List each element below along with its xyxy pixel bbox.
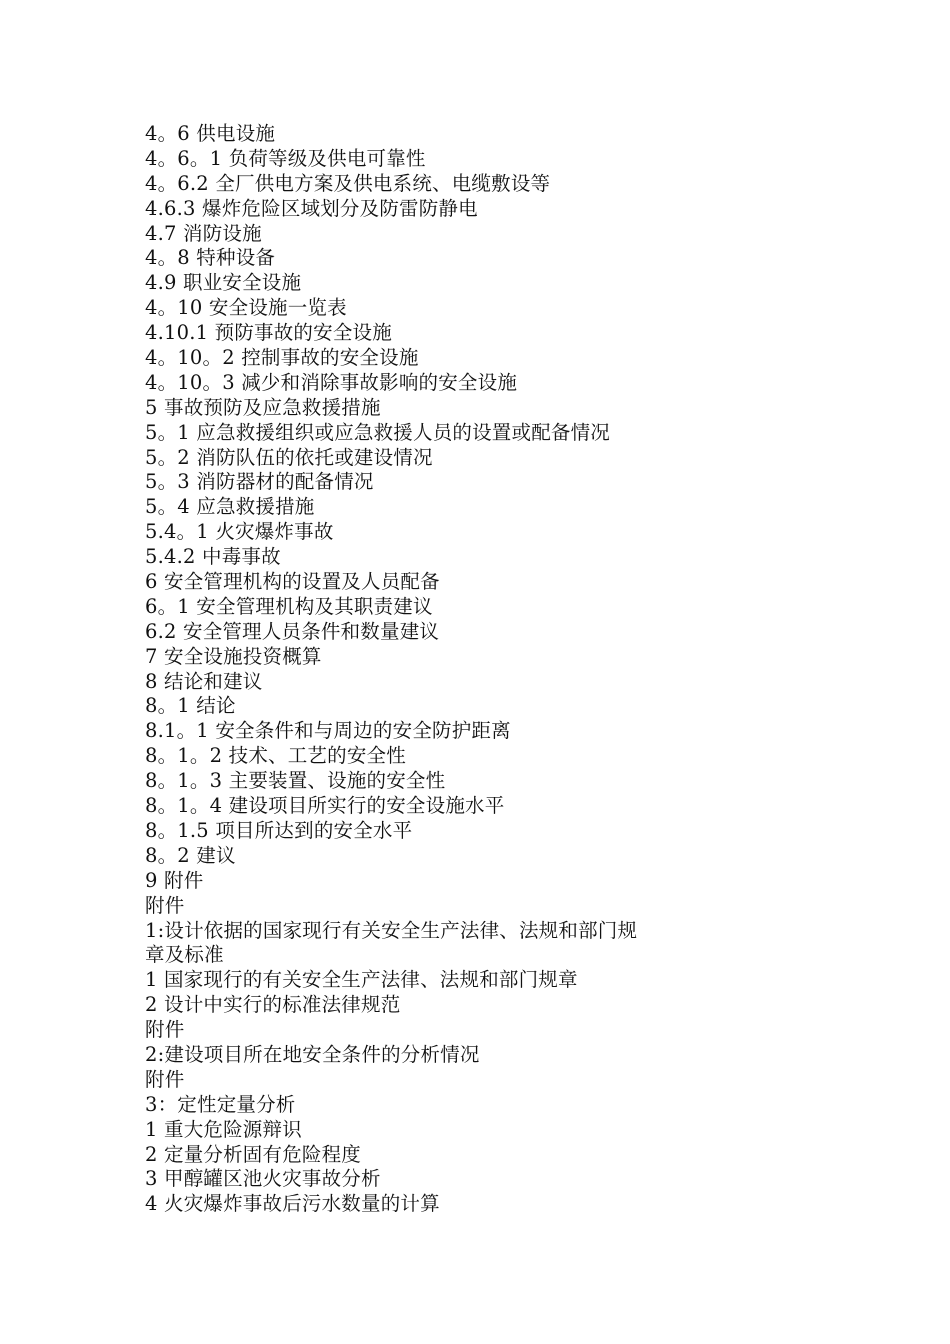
toc-line: 附件 [145,1067,185,1091]
toc-line: 8。1.5 项目所达到的安全水平 [145,818,413,842]
toc-line: 附件 [145,893,185,917]
toc-line: 8。1 结论 [145,694,236,718]
toc-line: 4.9 职业安全设施 [145,271,302,295]
toc-line: 5。4 应急救援措施 [145,495,315,519]
toc-line: 4。8 特种设备 [145,246,276,270]
toc-line: 8。1。4 建设项目所实行的安全设施水平 [145,794,505,818]
toc-line: 8 结论和建议 [145,669,263,693]
toc-line: 5。1 应急救援组织或应急救援人员的设置或配备情况 [145,420,611,444]
toc-line: 8。1。2 技术、工艺的安全性 [145,744,406,768]
toc-line: 1 重大危险源辩识 [145,1117,302,1141]
toc-line: 2 定量分析固有危险程度 [145,1142,362,1166]
toc-line: 3 甲醇罐区池火灾事故分析 [145,1167,381,1191]
toc-line: 3：定性定量分析 [145,1092,296,1116]
toc-line: 4。10 安全设施一览表 [145,296,347,320]
table-of-contents [145,122,715,1217]
toc-line: 4.6.3 爆炸危险区域划分及防雷防静电 [145,196,478,220]
toc-line: 5。2 消防队伍的依托或建设情况 [145,445,433,469]
toc-line: 4。10。2 控制事故的安全设施 [145,346,419,370]
toc-line: 2 设计中实行的标准法律规范 [145,993,401,1017]
toc-line: 7 安全设施投资概算 [145,644,322,668]
toc-line: 2:建设项目所在地安全条件的分析情况 [145,1042,480,1066]
toc-line: 4。6.2 全厂供电方案及供电系统、电缆敷设等 [145,171,551,195]
toc-line: 4.7 消防设施 [145,221,262,245]
toc-line: 4。6 供电设施 [145,122,276,145]
toc-line: 8。1。3 主要装置、设施的安全性 [145,769,446,793]
toc-line: 5。3 消防器材的配备情况 [145,470,374,494]
toc-line: 6.2 安全管理人员条件和数量建议 [145,619,440,643]
toc-line: 4。10。3 减少和消除事故影响的安全设施 [145,370,518,394]
toc-line: 5.4。1 火灾爆炸事故 [145,520,334,544]
toc-line: 6。1 安全管理机构及其职责建议 [145,594,433,618]
toc-line: 8.1。1 安全条件和与周边的安全防护距离 [145,719,511,743]
toc-line: 附件 [145,1018,185,1042]
toc-line: 5.4.2 中毒事故 [145,545,281,569]
toc-line: 1 国家现行的有关安全生产法律、法规和部门规章 [145,968,578,992]
toc-line: 5 事故预防及应急救援措施 [145,395,381,419]
toc-line: 4。6。1 负荷等级及供电可靠性 [145,146,426,170]
toc-line: 4 火灾爆炸事故后污水数量的计算 [145,1192,440,1216]
toc-line: 4.10.1 预防事故的安全设施 [145,321,392,345]
toc-line: 8。2 建议 [145,843,236,867]
toc-line: 1:设计依据的国家现行有关安全生产法律、法规和部门规 [145,918,638,942]
toc-line: 6 安全管理机构的设置及人员配备 [145,570,440,594]
toc-line: 9 附件 [145,868,204,892]
toc-line: 章及标准 [145,943,224,967]
